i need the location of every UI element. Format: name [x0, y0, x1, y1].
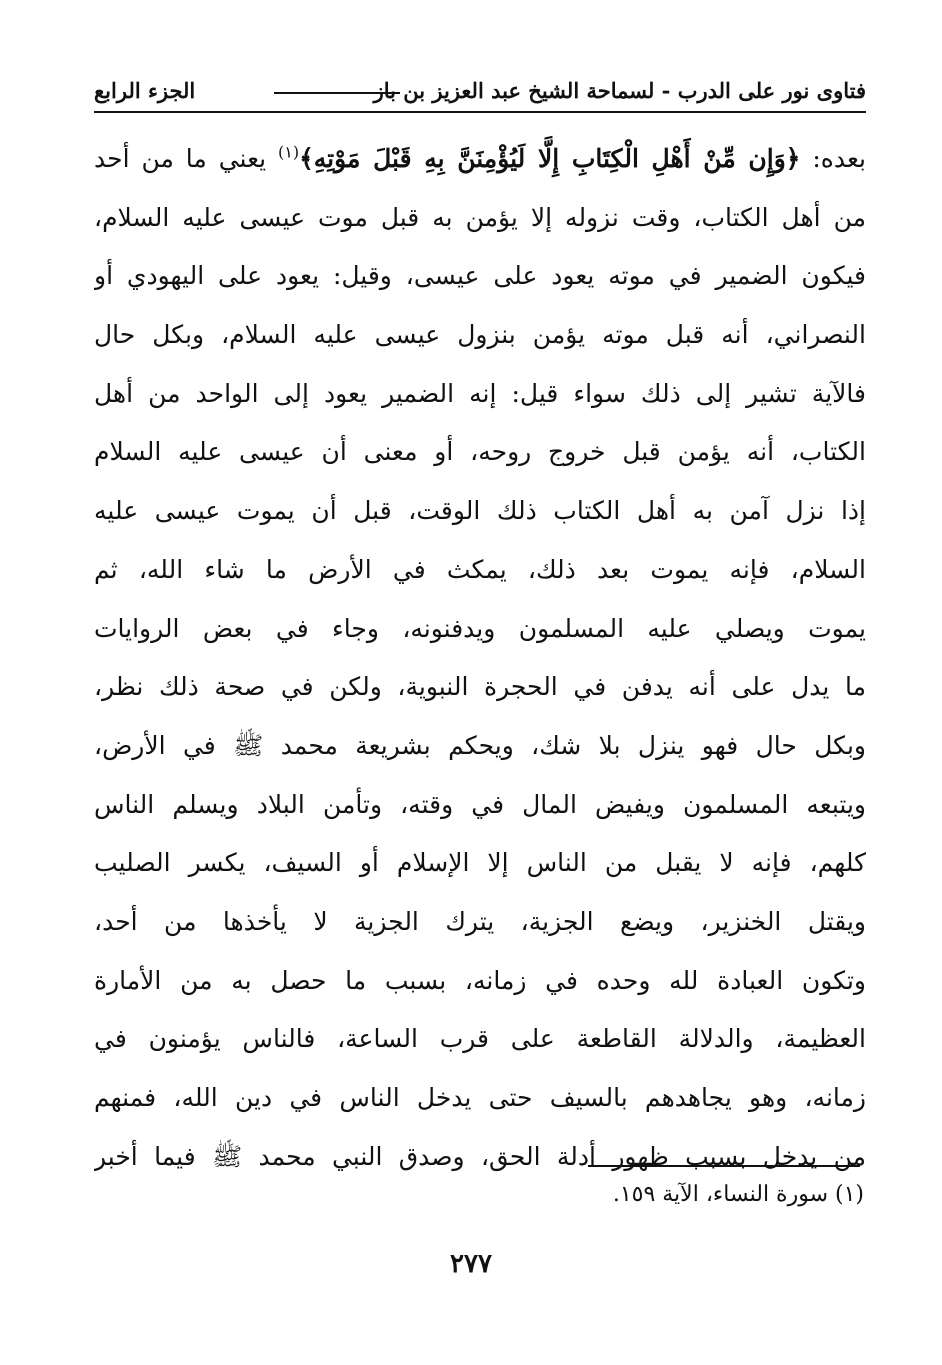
- footnote: (١) سورة النساء، الآية ١٥٩.: [612, 1182, 864, 1207]
- text-line-2: من أهل الكتاب، وقت نزوله إلا يؤمن به قبل موت عيسى عليه السلام،: [94, 202, 866, 232]
- text-line-14: ويقتل الخنزير، ويضع الجزية، يترك الجزية لا يأخذها من أحد،: [94, 906, 866, 936]
- header-divider: [94, 111, 866, 113]
- text-line-10: ما يدل على أنه يدفن في الحجرة النبوية، ولكن في صحة ذلك نظر،: [94, 672, 866, 702]
- text-line-7: إذا نزل آمن به أهل الكتاب ذلك الوقت، قبل أن يموت عيسى عليه: [94, 496, 866, 526]
- text-line-3: فيكون الضمير في موته يعود على عيسى، وقيل: يعود على اليهودي أو: [94, 261, 866, 291]
- text-line-8: السلام، فإنه يموت بعد ذلك، يمكث في الأرض ما شاء الله، ثم: [94, 554, 866, 584]
- page-number: ٢٧٧: [450, 1249, 492, 1279]
- text-line-11: وبكل حال فهو ينزل بلا شك، ويحكم بشريعة محمد ﷺ في الأرض،: [94, 730, 866, 760]
- body-text: [94, 130, 866, 1186]
- running-title: فتاوى نور على الدرب - لسماحة الشيخ عبد العزيز بن باز: [373, 78, 866, 103]
- page-header: [94, 74, 866, 108]
- text-line-1: [94, 130, 866, 189]
- footnote-ref: (١): [278, 142, 300, 162]
- text-line-12: ويتبعه المسلمون ويفيض المال في وقته، وتأمن البلاد ويسلم الناس: [94, 789, 866, 819]
- footnote-divider: [588, 1165, 860, 1167]
- text-line-6: الكتاب، أنه يؤمن قبل خروج روحه، أو معنى أن عيسى عليه السلام: [94, 437, 866, 467]
- part-label: الجزء الرابع: [94, 78, 196, 103]
- text-line-17: زمانه، وهو يجاهدهم بالسيف حتى يدخل الناس في دين الله، فمنهم: [94, 1083, 866, 1112]
- header-dash-rule: [274, 92, 400, 94]
- text-line-16: العظيمة، والدلالة القاطعة على قرب الساعة، فالناس يؤمنون في: [94, 1024, 866, 1054]
- text-line-4: النصراني، أنه قبل موته يؤمن بنزول عيسى عليه السلام، وبكل حال: [94, 320, 866, 350]
- quran-verse: ﴿وَإِن مِّنْ أَهْلِ الْكِتَابِ إِلَّا لَيُؤْمِنَنَّ بِهِ قَبْلَ مَوْتِهِ﴾: [299, 144, 801, 173]
- line-rest: يعني ما من أحد: [94, 144, 279, 173]
- text-line-15: وتكون العبادة لله وحده في زمانه، بسبب ما حصل به من الأمارة: [94, 965, 866, 995]
- text-line-5: فالآية تشير إلى ذلك سواء قيل: إنه الضمير يعود إلى الواحد من أهل: [94, 378, 866, 408]
- text-line-18: من يدخل بسبب ظهور أدلة الحق، وصدق النبي محمد ﷺ فيما أخبر: [94, 1141, 866, 1171]
- text-line-13: كلهم، فإنه لا يقبل من الناس إلا الإسلام أو السيف، يكسر الصليب: [94, 848, 866, 878]
- line-lead: بعده:: [800, 144, 866, 173]
- text-line-9: يموت ويصلي عليه المسلمون ويدفنونه، وجاء في بعض الروايات: [94, 613, 866, 643]
